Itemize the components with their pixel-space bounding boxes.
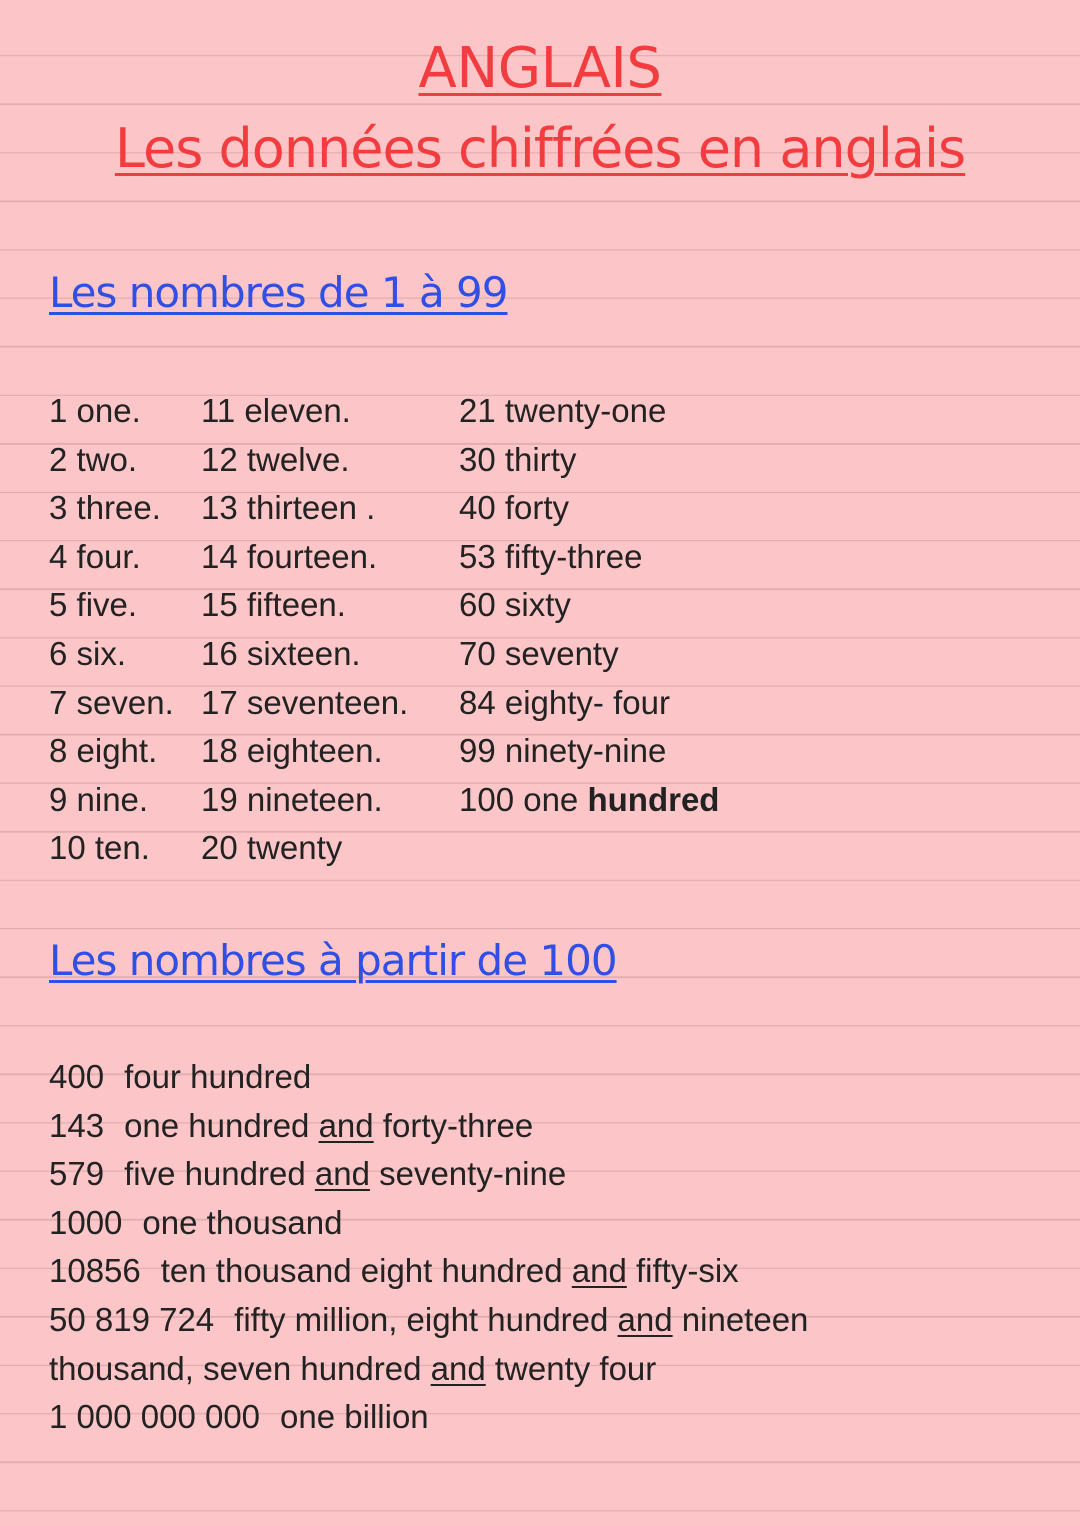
number-item: 60 sixty (459, 586, 571, 624)
number-item: 84 eighty- four (459, 683, 670, 721)
number-item: 21 twenty-one (459, 392, 667, 429)
number-value: 143 (49, 1106, 105, 1144)
number-words: one hundred (124, 1106, 319, 1144)
number-words: fifty-six (626, 1252, 739, 1290)
number-words: one thousand (142, 1203, 343, 1241)
number-words: ten thousand eight hundred (160, 1252, 572, 1290)
and-word: and (571, 1252, 627, 1290)
large-number-row-continued (49, 1345, 1049, 1394)
number-bold-word: hundred (587, 780, 720, 818)
number-prefix: 100 one (459, 780, 588, 818)
number-words: nineteen (672, 1300, 809, 1338)
number-words: four hundred (124, 1058, 312, 1095)
number-item: 20 twenty (201, 829, 343, 867)
number-item: 99 ninety-nine (459, 732, 667, 770)
numbers-column-2 (201, 387, 408, 873)
number-words: forty-three (373, 1106, 534, 1144)
number-value: 400 (49, 1058, 105, 1095)
number-item: 5 five. (49, 586, 138, 624)
section-heading-from-100: Les nombres à partir de 100 (49, 936, 617, 985)
large-number-row (49, 1296, 1049, 1345)
number-item: 8 eight. (49, 732, 158, 770)
number-item: 3 three. (49, 489, 161, 527)
number-item: 4 four. (49, 537, 141, 575)
number-item: 15 fifteen. (201, 586, 346, 624)
number-item: 53 fifty-three (459, 537, 643, 575)
large-number-row (49, 1393, 1049, 1442)
number-words: seventy-nine (369, 1155, 567, 1193)
large-number-row (49, 1150, 1049, 1199)
number-value: 579 (49, 1155, 105, 1193)
number-item: 14 fourteen. (201, 537, 378, 575)
number-words: thousand, seven hundred (49, 1349, 431, 1387)
number-item-hundred (459, 776, 719, 825)
page-subtitle: Les données chiffrées en anglais (114, 117, 966, 180)
and-word: and (314, 1155, 370, 1193)
and-word: and (430, 1349, 486, 1387)
numbers-column-3 (459, 387, 719, 824)
number-item: 9 nine. (49, 780, 149, 818)
number-item: 10 ten. (49, 829, 150, 867)
number-words: fifty million, eight hundred (234, 1300, 618, 1338)
number-item: 70 seventy (459, 634, 619, 672)
number-value: 10856 (49, 1252, 141, 1290)
number-item: 11 eleven. (201, 392, 351, 429)
number-item: 16 sixteen. (201, 634, 361, 672)
number-item: 12 twelve. (201, 440, 350, 478)
large-numbers-list (49, 1053, 1049, 1442)
number-item: 1 one. (49, 392, 141, 429)
large-number-row (49, 1102, 1049, 1151)
number-item: 13 thirteen . (201, 489, 376, 527)
and-word: and (318, 1106, 374, 1144)
section-heading-1-99: Les nombres de 1 à 99 (49, 268, 508, 317)
number-item: 30 thirty (459, 440, 577, 478)
number-item: 17 seventeen. (201, 683, 409, 721)
number-value: 50 819 724 (49, 1300, 215, 1338)
number-item: 19 nineteen. (201, 780, 383, 818)
number-value: 1 000 000 000 (49, 1398, 261, 1436)
number-words: twenty four (485, 1349, 657, 1387)
number-item: 2 two. (49, 440, 138, 478)
number-item: 40 forty (459, 489, 570, 527)
number-value: 1000 (49, 1203, 123, 1241)
and-word: and (617, 1300, 673, 1338)
number-words: one billion (280, 1398, 429, 1436)
number-item: 7 seven. (49, 683, 174, 721)
number-item: 6 six. (49, 634, 127, 672)
large-number-row (49, 1053, 1049, 1102)
number-words: five hundred (124, 1155, 315, 1193)
number-item: 18 eighteen. (201, 732, 383, 770)
large-number-row (49, 1247, 1049, 1296)
page-title: ANGLAIS (418, 36, 662, 101)
large-number-row (49, 1199, 1049, 1248)
numbers-column-1 (49, 387, 174, 873)
